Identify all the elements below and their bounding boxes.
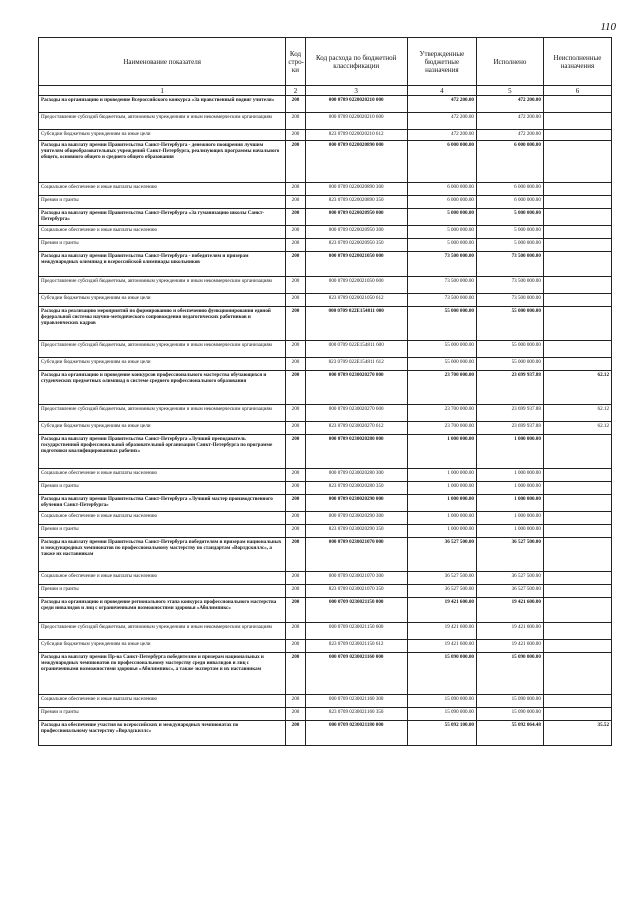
cell-class-code: 823 0709 0220020950 350	[305, 239, 407, 252]
cell-executed: 6 000 000.00	[476, 183, 543, 196]
cell-approved: 73 500 000.00	[407, 252, 476, 277]
cell-approved: 1 000 000.00	[407, 525, 476, 538]
cell-executed: 55 092 064.48	[476, 721, 543, 746]
cell-class-code: 000 0709 0220020950 000	[305, 209, 407, 226]
cell-class-code: 000 0709 0230021150 600	[305, 623, 407, 640]
table-row	[39, 695, 612, 708]
cell-name: Премии и гранты	[39, 585, 286, 598]
cell-not-executed	[543, 341, 611, 358]
cell-line-code: 200	[286, 239, 305, 252]
cell-line-code: 200	[286, 96, 305, 113]
cell-line-code: 200	[286, 469, 305, 482]
cell-approved: 1 000 000.00	[407, 469, 476, 482]
cell-line-code: 200	[286, 482, 305, 495]
cell-name: Расходы на выплату премии Правительства Санкт-Петербурга «Лучший преподаватель государственной профессиональной образовательной организации Санкт-Петербурга по программе подготовки квалифицированных рабочих»	[39, 435, 286, 469]
cell-line-code: 200	[286, 623, 305, 640]
cell-line-code: 200	[286, 422, 305, 435]
column-number: 6	[543, 86, 611, 96]
cell-not-executed	[543, 277, 611, 294]
table-row	[39, 708, 612, 721]
cell-approved: 15 090 000.00	[407, 708, 476, 721]
cell-not-executed	[543, 512, 611, 525]
cell-line-code: 200	[286, 525, 305, 538]
cell-executed: 23 699 937.88	[476, 422, 543, 435]
cell-name: Социальное обеспечение и иные выплаты населению	[39, 512, 286, 525]
table-body	[39, 86, 612, 746]
cell-approved: 36 527 500.00	[407, 538, 476, 572]
column-number: 5	[476, 86, 543, 96]
cell-class-code: 823 0709 0220020210 612	[305, 130, 407, 141]
cell-approved: 55 000 000.00	[407, 358, 476, 371]
cell-not-executed	[543, 653, 611, 695]
cell-name: Социальное обеспечение и иные выплаты населению	[39, 695, 286, 708]
cell-class-code: 000 0709 0230020280 300	[305, 469, 407, 482]
cell-executed: 19 421 600.00	[476, 623, 543, 640]
table-row	[39, 585, 612, 598]
cell-approved: 36 527 500.00	[407, 585, 476, 598]
cell-approved: 1 000 000.00	[407, 495, 476, 512]
cell-name: Премии и гранты	[39, 525, 286, 538]
cell-class-code: 000 0709 022E154811 600	[305, 341, 407, 358]
cell-not-executed	[543, 495, 611, 512]
cell-class-code: 000 0709 0220020890 300	[305, 183, 407, 196]
cell-line-code: 200	[286, 341, 305, 358]
table-row	[39, 113, 612, 130]
table-row	[39, 226, 612, 239]
cell-name: Расходы на выплату премии Правительства Санкт-Петербурга победителям и призерам национальных и международных чемпионатов по профессиональному мастерству по стандартам «Ворлдскиллс», а также их наставникам	[39, 538, 286, 572]
cell-class-code: 000 0709 0230021160 300	[305, 695, 407, 708]
cell-line-code: 200	[286, 307, 305, 341]
cell-not-executed	[543, 141, 611, 183]
cell-not-executed	[543, 113, 611, 130]
cell-class-code: 000 0709 0230020280 000	[305, 435, 407, 469]
cell-class-code: 000 0709 0220020210 600	[305, 113, 407, 130]
cell-approved: 5 000 000.00	[407, 226, 476, 239]
table-row	[39, 371, 612, 405]
cell-approved: 5 000 000.00	[407, 239, 476, 252]
cell-approved: 55 000 000.00	[407, 307, 476, 341]
cell-executed: 15 090 000.00	[476, 653, 543, 695]
cell-line-code: 200	[286, 598, 305, 623]
cell-class-code: 823 0709 0230020290 350	[305, 525, 407, 538]
cell-not-executed	[543, 239, 611, 252]
cell-class-code: 000 0709 0230020290 000	[305, 495, 407, 512]
cell-executed: 19 421 600.00	[476, 598, 543, 623]
table-row	[39, 277, 612, 294]
header-line-code: Код стро-ки	[286, 38, 305, 86]
cell-not-executed	[543, 130, 611, 141]
cell-not-executed	[543, 294, 611, 307]
cell-executed: 73 500 000.00	[476, 277, 543, 294]
cell-executed: 5 000 000.00	[476, 226, 543, 239]
table-row	[39, 307, 612, 341]
cell-name: Предоставление субсидий бюджетным, автономным учреждениям и иным некоммерческим организациям	[39, 277, 286, 294]
cell-not-executed	[543, 623, 611, 640]
cell-class-code: 000 0709 0230021070 000	[305, 538, 407, 572]
cell-not-executed	[543, 598, 611, 623]
cell-approved: 23 700 000.00	[407, 422, 476, 435]
cell-executed: 36 527 500.00	[476, 585, 543, 598]
cell-approved: 19 421 600.00	[407, 623, 476, 640]
table-row	[39, 130, 612, 141]
cell-approved: 19 421 600.00	[407, 640, 476, 653]
cell-line-code: 200	[286, 196, 305, 209]
column-number: 3	[305, 86, 407, 96]
cell-name: Социальное обеспечение и иные выплаты населению	[39, 572, 286, 585]
cell-approved: 1 000 000.00	[407, 482, 476, 495]
cell-approved: 55 000 000.00	[407, 341, 476, 358]
column-number: 4	[407, 86, 476, 96]
cell-line-code: 200	[286, 226, 305, 239]
cell-not-executed	[543, 183, 611, 196]
cell-approved: 6 000 000.00	[407, 183, 476, 196]
cell-not-executed: 62.12	[543, 405, 611, 422]
table-row	[39, 469, 612, 482]
cell-not-executed	[543, 196, 611, 209]
cell-approved: 472 200.00	[407, 130, 476, 141]
cell-line-code: 200	[286, 183, 305, 196]
cell-line-code: 200	[286, 294, 305, 307]
cell-approved: 1 000 000.00	[407, 512, 476, 525]
cell-executed: 1 000 000.00	[476, 435, 543, 469]
cell-approved: 73 500 000.00	[407, 294, 476, 307]
cell-executed: 1 000 000.00	[476, 512, 543, 525]
cell-not-executed: 62.12	[543, 422, 611, 435]
cell-not-executed	[543, 482, 611, 495]
cell-executed: 23 699 937.88	[476, 405, 543, 422]
cell-class-code: 823 0709 0230021070 350	[305, 585, 407, 598]
cell-class-code: 000 0709 0230021160 000	[305, 653, 407, 695]
cell-class-code: 000 0709 0230020270 000	[305, 371, 407, 405]
cell-line-code: 200	[286, 252, 305, 277]
table-row	[39, 721, 612, 746]
cell-executed: 36 527 500.00	[476, 538, 543, 572]
table-row	[39, 294, 612, 307]
cell-name: Социальное обеспечение и иные выплаты населению	[39, 183, 286, 196]
cell-executed: 1 000 000.00	[476, 495, 543, 512]
table-row	[39, 640, 612, 653]
cell-executed: 15 090 000.00	[476, 708, 543, 721]
cell-not-executed	[543, 252, 611, 277]
cell-not-executed	[543, 307, 611, 341]
cell-not-executed	[543, 640, 611, 653]
cell-not-executed	[543, 572, 611, 585]
cell-executed: 5 000 000.00	[476, 239, 543, 252]
cell-class-code: 000 0709 0230021180 000	[305, 721, 407, 746]
cell-executed: 23 699 937.88	[476, 371, 543, 405]
cell-approved: 23 700 000.00	[407, 371, 476, 405]
cell-name: Субсидии бюджетным учреждениям на иные цели	[39, 294, 286, 307]
cell-approved: 472 200.00	[407, 96, 476, 113]
header-name: Наименование показателя	[39, 38, 286, 86]
table-row	[39, 482, 612, 495]
cell-name: Предоставление субсидий бюджетным, автономным учреждениям и иным некоммерческим организациям	[39, 623, 286, 640]
column-number: 1	[39, 86, 286, 96]
cell-executed: 1 000 000.00	[476, 525, 543, 538]
cell-name: Премии и гранты	[39, 196, 286, 209]
cell-line-code: 200	[286, 512, 305, 525]
cell-not-executed: 35.52	[543, 721, 611, 746]
table-row	[39, 572, 612, 585]
cell-line-code: 200	[286, 371, 305, 405]
cell-class-code: 000 0709 0230020270 600	[305, 405, 407, 422]
cell-class-code: 823 0709 022E154811 612	[305, 358, 407, 371]
cell-not-executed	[543, 96, 611, 113]
table-row	[39, 141, 612, 183]
cell-class-code: 823 0709 0230021150 612	[305, 640, 407, 653]
cell-line-code: 200	[286, 721, 305, 746]
cell-class-code: 823 0709 0230021160 350	[305, 708, 407, 721]
cell-class-code: 000 0709 0220020210 000	[305, 96, 407, 113]
cell-not-executed	[543, 358, 611, 371]
cell-approved: 23 700 000.00	[407, 405, 476, 422]
cell-not-executed	[543, 708, 611, 721]
table-row	[39, 598, 612, 623]
cell-name: Расходы на выплату премии Пр-ва Санкт-Петербурга победителям и призерам национальных и международных чемпионатов по профессиональному мастерству среди инвалидов и лиц с ограниченными возможностями здоровья «Абилимпикс», а также экспертам и их наставникам	[39, 653, 286, 695]
cell-executed: 36 527 500.00	[476, 572, 543, 585]
expenditure-table	[38, 37, 612, 746]
cell-line-code: 200	[286, 435, 305, 469]
cell-approved: 19 421 600.00	[407, 598, 476, 623]
cell-class-code: 823 0709 0230020270 612	[305, 422, 407, 435]
cell-name: Субсидии бюджетным учреждениям на иные цели	[39, 130, 286, 141]
cell-name: Расходы на выплату премии Правительства Санкт-Петербурга «Лучший мастер производственного обучения Санкт-Петербурга»	[39, 495, 286, 512]
table-header	[39, 38, 612, 86]
cell-not-executed	[543, 469, 611, 482]
cell-approved: 5 000 000.00	[407, 209, 476, 226]
cell-approved: 472 200.00	[407, 113, 476, 130]
cell-not-executed	[543, 695, 611, 708]
cell-name: Субсидии бюджетным учреждениям на иные цели	[39, 422, 286, 435]
cell-executed: 55 000 000.00	[476, 307, 543, 341]
table-row	[39, 209, 612, 226]
cell-name: Расходы на выплату премии Правительства Санкт-Петербурга - денежного поощрения лучшим учителям общеобразовательных учреждений Санкт-Петербурга, реализующих программы начального общего, основного общего и среднего общего образования	[39, 141, 286, 183]
cell-approved: 55 092 100.00	[407, 721, 476, 746]
cell-class-code: 823 0709 0220020890 350	[305, 196, 407, 209]
cell-line-code: 200	[286, 572, 305, 585]
cell-name: Субсидии бюджетным учреждениям на иные цели	[39, 640, 286, 653]
cell-executed: 15 090 000.00	[476, 695, 543, 708]
cell-name: Премии и гранты	[39, 482, 286, 495]
cell-name: Премии и гранты	[39, 708, 286, 721]
table-row	[39, 495, 612, 512]
cell-approved: 6 000 000.00	[407, 141, 476, 183]
cell-name: Социальное обеспечение и иные выплаты населению	[39, 469, 286, 482]
cell-line-code: 200	[286, 358, 305, 371]
cell-name: Расходы на реализацию мероприятий по формированию и обеспечению функционирования единой федеральной системы научно-методического сопровождения педагогических работников и управленческих кадров	[39, 307, 286, 341]
table-row	[39, 239, 612, 252]
cell-executed: 472 200.00	[476, 130, 543, 141]
cell-approved: 6 000 000.00	[407, 196, 476, 209]
cell-name: Расходы на организацию и проведение регионального этапа конкурса профессионального мастерства среди инвалидов и лиц с ограниченными возможностями здоровья «Абилимпикс»	[39, 598, 286, 623]
cell-name: Премии и гранты	[39, 239, 286, 252]
cell-line-code: 200	[286, 695, 305, 708]
cell-not-executed	[543, 209, 611, 226]
cell-name: Расходы на организацию и проведение конкурсов профессионального мастерства обучающихся и студенческих предметных олимпиад в системе среднего профессионального образования	[39, 371, 286, 405]
header-not-executed: Неисполненные назначения	[543, 38, 611, 86]
cell-class-code: 000 0709 0220021050 600	[305, 277, 407, 294]
cell-name: Расходы на выплату премии Правительства Санкт-Петербурга - победителям и призерам международных олимпиад и всероссийской олимпиады школьников	[39, 252, 286, 277]
cell-not-executed	[543, 525, 611, 538]
table-row	[39, 405, 612, 422]
page-number: 110	[600, 21, 616, 33]
column-numbers-row	[39, 86, 612, 96]
cell-name: Социальное обеспечение и иные выплаты населению	[39, 226, 286, 239]
table-row	[39, 96, 612, 113]
cell-not-executed	[543, 226, 611, 239]
table-row	[39, 512, 612, 525]
cell-approved: 15 090 000.00	[407, 695, 476, 708]
cell-name: Расходы на организацию и проведение Всероссийского конкурса «За нравственный подвиг учителя»	[39, 96, 286, 113]
cell-not-executed	[543, 538, 611, 572]
cell-line-code: 200	[286, 640, 305, 653]
cell-class-code: 823 0709 0230020280 350	[305, 482, 407, 495]
table-row	[39, 653, 612, 695]
cell-class-code: 000 0709 0220020890 000	[305, 141, 407, 183]
cell-line-code: 200	[286, 113, 305, 130]
table-row	[39, 183, 612, 196]
cell-executed: 472 200.00	[476, 96, 543, 113]
column-number: 2	[286, 86, 305, 96]
cell-executed: 1 000 000.00	[476, 482, 543, 495]
cell-executed: 55 000 000.00	[476, 341, 543, 358]
cell-approved: 1 000 000.00	[407, 435, 476, 469]
header-approved: Утвержденные бюджетные назначения	[407, 38, 476, 86]
cell-executed: 6 000 000.00	[476, 196, 543, 209]
cell-approved: 36 527 500.00	[407, 572, 476, 585]
table-row	[39, 623, 612, 640]
cell-not-executed	[543, 585, 611, 598]
cell-class-code: 000 0709 0230021150 000	[305, 598, 407, 623]
table-row	[39, 358, 612, 371]
cell-name: Предоставление субсидий бюджетным, автономным учреждениям и иным некоммерческим организациям	[39, 405, 286, 422]
table-row	[39, 422, 612, 435]
cell-class-code: 000 0709 0230021070 300	[305, 572, 407, 585]
cell-approved: 15 090 000.00	[407, 653, 476, 695]
cell-line-code: 200	[286, 405, 305, 422]
cell-line-code: 200	[286, 141, 305, 183]
cell-class-code: 000 0709 022E154811 000	[305, 307, 407, 341]
table-row	[39, 525, 612, 538]
table-row	[39, 341, 612, 358]
table-row	[39, 538, 612, 572]
cell-class-code: 000 0709 0230020290 300	[305, 512, 407, 525]
cell-not-executed: 62.12	[543, 371, 611, 405]
cell-line-code: 200	[286, 653, 305, 695]
cell-name: Субсидии бюджетным учреждениям на иные цели	[39, 358, 286, 371]
cell-class-code: 000 0709 0220021050 000	[305, 252, 407, 277]
cell-executed: 73 500 000.00	[476, 294, 543, 307]
cell-line-code: 200	[286, 585, 305, 598]
table-row	[39, 435, 612, 469]
cell-name: Предоставление субсидий бюджетным, автономным учреждениям и иным некоммерческим организациям	[39, 113, 286, 130]
cell-class-code: 823 0709 0220021050 612	[305, 294, 407, 307]
cell-not-executed	[543, 435, 611, 469]
cell-executed: 472 200.00	[476, 113, 543, 130]
cell-name: Расходы на выплату премии Правительства Санкт-Петербурга «За гуманизацию школы Санкт-Петербурга»	[39, 209, 286, 226]
cell-line-code: 200	[286, 495, 305, 512]
cell-executed: 1 000 000.00	[476, 469, 543, 482]
table-row	[39, 196, 612, 209]
header-executed: Исполнено	[476, 38, 543, 86]
table-row	[39, 252, 612, 277]
cell-line-code: 200	[286, 708, 305, 721]
cell-name: Расходы на обеспечение участия во всероссийских и международных чемпионатах по профессиональному мастерству «Ворлдскиллс»	[39, 721, 286, 746]
cell-executed: 19 421 600.00	[476, 640, 543, 653]
cell-line-code: 200	[286, 538, 305, 572]
cell-executed: 73 500 000.00	[476, 252, 543, 277]
cell-approved: 73 500 000.00	[407, 277, 476, 294]
cell-class-code: 000 0709 0220020950 300	[305, 226, 407, 239]
cell-name: Предоставление субсидий бюджетным, автономным учреждениям и иным некоммерческим организациям	[39, 341, 286, 358]
cell-executed: 6 000 000.00	[476, 141, 543, 183]
cell-executed: 55 000 000.00	[476, 358, 543, 371]
cell-line-code: 200	[286, 209, 305, 226]
cell-executed: 5 000 000.00	[476, 209, 543, 226]
cell-line-code: 200	[286, 130, 305, 141]
header-class-code: Код расхода по бюджетной классификации	[305, 38, 407, 86]
cell-line-code: 200	[286, 277, 305, 294]
